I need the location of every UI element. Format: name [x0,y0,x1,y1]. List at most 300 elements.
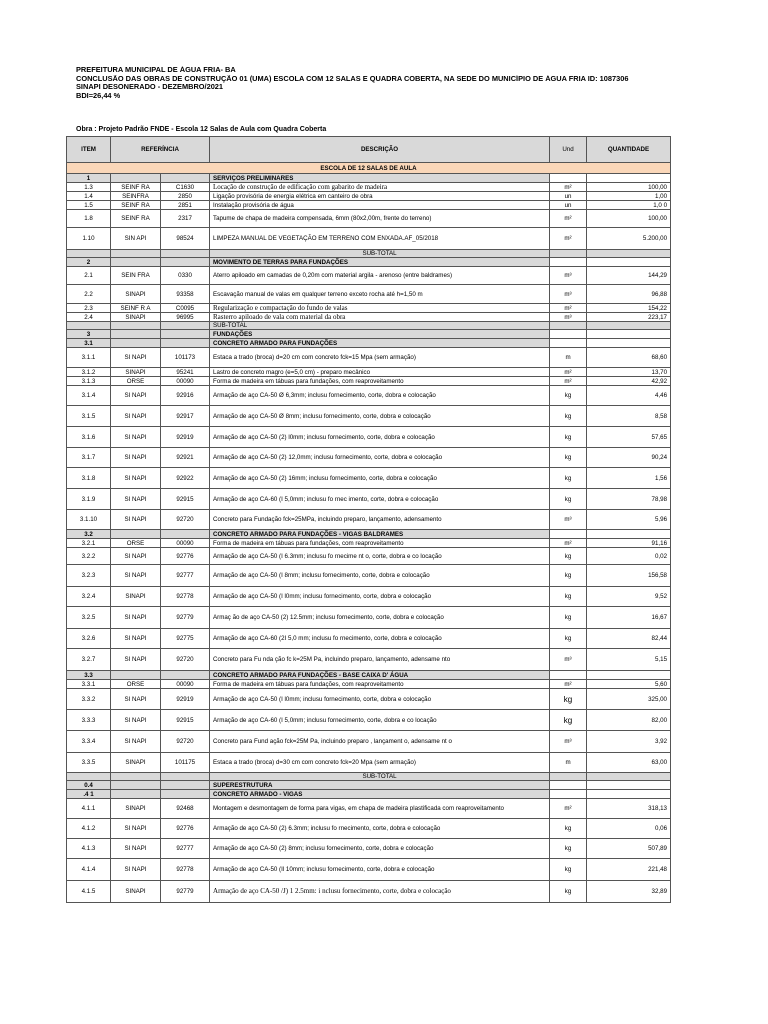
group-row [67,258,671,267]
item-source: SI NAPI [111,386,161,406]
item-row [67,859,671,881]
item-number: 3.2.5 [67,607,111,629]
group-ref-cell [111,330,161,339]
group-item-number: .4 1 [67,790,111,799]
item-source: SIN API [111,228,161,250]
item-number: 4.1.4 [67,859,111,881]
subtotal-code-cell [161,322,210,330]
item-row [67,649,671,671]
item-source: SI NAPI [111,819,161,839]
item-unit: kg [550,565,587,587]
budget-table [66,136,671,903]
item-number: 3.1.2 [67,368,111,377]
item-number: 4.1.1 [67,799,111,819]
group-und-cell [550,258,587,267]
item-code: 101173 [161,348,210,368]
subtotal-label: SUB-TOTAL [210,322,550,330]
item-number: 4.1.5 [67,881,111,903]
item-quantity: 13,70 [587,368,671,377]
item-quantity: 1,56 [587,468,671,489]
item-description: Armaç ão de aço CA-50 (2) 12.5mm; inclusu fornecimento, corte, dobra e colocação [210,607,550,629]
subtotal-ref-cell [111,773,161,781]
group-code-cell [161,258,210,267]
item-description: Armação de aço CA-50 (2) 6.3mm; inclusu fo rnecimento, corte, dobra e colocação [210,819,550,839]
item-unit: kg [550,489,587,510]
item-number: 3.2.6 [67,629,111,649]
group-code-cell [161,174,210,183]
item-description: Aterro apiloado em camadas de 0,20m com material argila - arenoso (entre baldrames) [210,267,550,285]
item-code: 2851 [161,201,210,210]
subtotal-code-cell [161,250,210,258]
item-description: Armação de aço CA-50 (I 6.3mm; inclusu fo rnecime nt o, corte, dobra e co locação [210,548,550,565]
group-qty-cell [587,339,671,348]
item-row [67,267,671,285]
item-number: 3.2.1 [67,539,111,548]
item-code: 00090 [161,680,210,689]
item-code: 92778 [161,859,210,881]
item-quantity: 8,58 [587,406,671,427]
group-code-cell [161,671,210,680]
item-description: Montagem e desmontagem de forma para vigas, em chapa de madeira plastificada com reaproveitamento [210,799,550,819]
col-header-quantidade: QUANTIDADE [587,137,671,163]
item-unit: m² [550,304,587,313]
item-row [67,377,671,386]
item-description: Armação de aço CA-50 Ø 8mm; inclusu fornecimento, corte, dobra e colocação [210,406,550,427]
group-row [67,530,671,539]
group-item-number: 0.4 [67,781,111,790]
item-row [67,710,671,731]
group-item-number: 3 [67,330,111,339]
item-row [67,201,671,210]
group-title: MOVIMENTO DE TERRAS PARA FUNDAÇÕES [210,258,550,267]
group-title: CONCRETO ARMADO PARA FUNDAÇÕES - BASE CAIXA D' ÁGUA [210,671,550,680]
item-code: 92917 [161,406,210,427]
header-line-2: CONCLUSÃO DAS OBRAS DE CONSTRUÇÃO 01 (UMA) ESCOLA COM 12 SALAS E QUADRA COBERTA, NA SEDE DO MUNICÍPIO DE ÁGUA FRIA ID: 1087306 [76,74,629,83]
item-number: 3.1.10 [67,510,111,530]
item-unit: m³ [550,285,587,304]
group-title: SERVIÇOS PRELIMINARES [210,174,550,183]
item-code: 92776 [161,819,210,839]
group-code-cell [161,339,210,348]
item-code: 93358 [161,285,210,304]
item-unit: m² [550,183,587,192]
group-code-cell [161,330,210,339]
item-quantity: 82,00 [587,710,671,731]
group-und-cell [550,671,587,680]
item-source: SEINFRA [111,192,161,201]
item-description: Tapume de chapa de madeira compensada, 6mm (80x2,00m, frente do terreno) [210,210,550,228]
item-code: C1630 [161,183,210,192]
item-number: 3.1.4 [67,386,111,406]
item-source: SEINF RA [111,201,161,210]
col-header-item: ITEM [67,137,111,163]
item-code: 92922 [161,468,210,489]
item-unit: m³ [550,649,587,671]
item-description: Lastro de concreto magro (e=5,0 cm) - preparo mecânico [210,368,550,377]
item-number: 2.2 [67,285,111,304]
item-source: SI NAPI [111,489,161,510]
group-ref-cell [111,790,161,799]
item-quantity: 63,00 [587,753,671,773]
item-row [67,799,671,819]
subtotal-item-cell [67,250,111,258]
subtotal-qty-cell [587,322,671,330]
col-header-und: Und [550,137,587,163]
item-quantity: 32,89 [587,881,671,903]
item-row [67,448,671,468]
item-unit: un [550,201,587,210]
item-row [67,587,671,607]
header-line-1: PREFEITURA MUNICIPAL DE ÁGUA FRIA- BA [76,66,236,74]
item-source: SEINF RA [111,183,161,192]
group-item-number: 1 [67,174,111,183]
item-description: Rasterro apiloado de vala com material da obra [210,313,550,322]
item-row [67,210,671,228]
item-quantity: 100,00 [587,183,671,192]
item-code: 2850 [161,192,210,201]
item-quantity: 5,96 [587,510,671,530]
item-description: Estaca a trado (broca) d=20 cm com concreto fck=15 Mpa (sem armação) [210,348,550,368]
item-unit: kg [550,819,587,839]
item-code: 92916 [161,386,210,406]
item-source: ORSE [111,539,161,548]
item-source: SINAPI [111,285,161,304]
item-code: 92776 [161,548,210,565]
group-ref-cell [111,174,161,183]
item-description: Instalação provisória de água [210,201,550,210]
subtotal-und-cell [550,322,587,330]
item-unit: kg [550,427,587,448]
item-unit: kg [550,710,587,731]
item-code: 00090 [161,377,210,386]
item-source: SI NAPI [111,859,161,881]
item-number: 2.1 [67,267,111,285]
item-number: 1.8 [67,210,111,228]
item-unit: kg [550,881,587,903]
header-line-4: BDI=26,44 % [76,91,121,100]
item-row [67,183,671,192]
item-description: Armação de aço CA-50 /J) 1 2.5mm: i nclusu fornecimento, corte, dobra e colocação [210,881,550,903]
item-quantity: 96,88 [587,285,671,304]
item-row [67,228,671,250]
section-title: ESCOLA DE 12 SALAS DE AULA [67,163,671,174]
item-description: Armação de aço CA-60 (2I 5,0 mm; inclusu fo rnecimento, corte, dobra e colocação [210,629,550,649]
subtotal-item-cell [67,322,111,330]
item-code: 92779 [161,881,210,903]
group-und-cell [550,781,587,790]
item-source: SI NAPI [111,689,161,710]
group-item-number: 2 [67,258,111,267]
item-code: 92468 [161,799,210,819]
item-code: 92777 [161,565,210,587]
item-code: 92778 [161,587,210,607]
group-und-cell [550,790,587,799]
col-header-descricao: DESCRIÇÃO [210,137,550,163]
item-code: 92779 [161,607,210,629]
item-source: SI NAPI [111,607,161,629]
item-quantity: 90,24 [587,448,671,468]
item-number: 3.3.2 [67,689,111,710]
item-quantity: 82,44 [587,629,671,649]
item-number: 4.1.3 [67,839,111,859]
item-number: 3.2.4 [67,587,111,607]
item-number: 1.3 [67,183,111,192]
item-row [67,881,671,903]
group-title: CONCRETO ARMADO PARA FUNDAÇÕES [210,339,550,348]
item-source: SI NAPI [111,406,161,427]
item-row [67,406,671,427]
item-quantity: 318,13 [587,799,671,819]
group-qty-cell [587,671,671,680]
item-unit: m [550,753,587,773]
item-unit: m² [550,799,587,819]
item-code: 92919 [161,689,210,710]
item-row [67,285,671,304]
item-unit: kg [550,548,587,565]
item-description: Regularização e compactação do fundo de valas [210,304,550,313]
item-source: SI NAPI [111,649,161,671]
item-number: 3.3.4 [67,731,111,753]
item-code: 92720 [161,731,210,753]
item-row [67,192,671,201]
col-header-referencia: REFERÍNCIA [111,137,210,163]
item-unit: kg [550,406,587,427]
item-description: Armação de aço CA-60 (I 5,0mm; inclusu fo rnec imento, corte, dobra e colocação [210,489,550,510]
item-row [67,753,671,773]
group-ref-cell [111,339,161,348]
item-quantity: 0,02 [587,548,671,565]
item-quantity: 5.200,00 [587,228,671,250]
item-source: SINAPI [111,587,161,607]
item-unit: kg [550,587,587,607]
item-source: SI NAPI [111,427,161,448]
item-unit: m³ [550,731,587,753]
item-row [67,510,671,530]
item-description: Forma de madeira em tábuas para fundações, com reaproveitamento [210,539,550,548]
item-number: 3.2.2 [67,548,111,565]
subtotal-ref-cell [111,250,161,258]
item-description: LIMPEZA MANUAL DE VEGETAÇÃO EM TERRENO COM ENXADA.AF_05/2018 [210,228,550,250]
item-quantity: 0,06 [587,819,671,839]
item-code: 95241 [161,368,210,377]
item-unit: kg [550,386,587,406]
item-source: SI NAPI [111,710,161,731]
group-code-cell [161,530,210,539]
item-quantity: 5,15 [587,649,671,671]
group-item-number: 3.3 [67,671,111,680]
item-quantity: 144,29 [587,267,671,285]
subtotal-qty-cell [587,773,671,781]
item-quantity: 4,46 [587,386,671,406]
item-code: 92919 [161,427,210,448]
item-quantity: 16,67 [587,607,671,629]
item-quantity: 221,48 [587,859,671,881]
item-source: SINAPI [111,799,161,819]
item-row [67,539,671,548]
subtotal-qty-cell [587,250,671,258]
item-number: 4.1.2 [67,819,111,839]
item-row [67,468,671,489]
item-unit: un [550,192,587,201]
group-row [67,671,671,680]
item-code: 0330 [161,267,210,285]
group-row [67,339,671,348]
item-code: 92915 [161,710,210,731]
document-header [76,66,766,100]
item-source: SI NAPI [111,565,161,587]
item-source: SI NAPI [111,731,161,753]
item-unit: kg [550,839,587,859]
item-row [67,427,671,448]
item-code: 00090 [161,539,210,548]
subtotal-und-cell [550,250,587,258]
item-quantity: 42,92 [587,377,671,386]
item-source: SINAPI [111,753,161,773]
item-code: 92921 [161,448,210,468]
group-ref-cell [111,530,161,539]
group-row [67,174,671,183]
subtotal-row [67,322,671,330]
item-row [67,731,671,753]
item-description: Concreto para Fund ação fck=25M Pa, incluindo preparo , lançament o, adensame nt o [210,731,550,753]
item-description: Armação de aço CA-50 (I l0mm; inclusu fornecimento, corte, dobra e colocação [210,689,550,710]
item-row [67,607,671,629]
item-description: Armação de aço CA-50 (2) 16mm; inclusu fornecimento, corte, dobra e colocação [210,468,550,489]
group-und-cell [550,530,587,539]
item-number: 3.3.3 [67,710,111,731]
item-quantity: 5,60 [587,680,671,689]
item-source: SI NAPI [111,548,161,565]
item-unit: m² [550,228,587,250]
section-title-row [67,163,671,174]
group-qty-cell [587,258,671,267]
group-qty-cell [587,174,671,183]
item-description: Armação de aço CA-50 (2) l0mm; inclusu fornecimento, corte, dobra e colocação [210,427,550,448]
item-number: 3.1.6 [67,427,111,448]
group-qty-cell [587,790,671,799]
item-code: 98524 [161,228,210,250]
item-source: ORSE [111,680,161,689]
item-quantity: 223,17 [587,313,671,322]
item-source: SI NAPI [111,448,161,468]
group-qty-cell [587,330,671,339]
item-number: 2.3 [67,304,111,313]
group-code-cell [161,781,210,790]
group-row [67,790,671,799]
item-source: SI NAPI [111,468,161,489]
item-unit: m² [550,368,587,377]
item-code: 92777 [161,839,210,859]
item-unit: m² [550,210,587,228]
item-source: ORSE [111,377,161,386]
item-row [67,680,671,689]
item-description: Armação de aço CA-60 (I 5,0mm; inclusu fornecimento, corte, dobra e co locação [210,710,550,731]
item-source: SINAPI [111,313,161,322]
item-source: SEINF RA [111,210,161,228]
item-number: 2.4 [67,313,111,322]
item-description: Forma de madeira em tábuas para fundações, com reaproveitamento [210,680,550,689]
item-unit: kg [550,629,587,649]
item-quantity: 9,52 [587,587,671,607]
item-row [67,548,671,565]
item-unit: m³ [550,510,587,530]
item-row [67,819,671,839]
group-ref-cell [111,781,161,790]
group-und-cell [550,330,587,339]
group-und-cell [550,174,587,183]
item-row [67,348,671,368]
group-title: FUNDAÇÕES [210,330,550,339]
item-number: 3.2.7 [67,649,111,671]
item-description: Armação de aço CA-50 (I 8mm; inclusu fornecimento, corte, dobra e colocação [210,565,550,587]
item-quantity: 100,00 [587,210,671,228]
subtotal-label: SUB-TOTAL [210,250,550,258]
item-unit: kg [550,689,587,710]
item-row [67,368,671,377]
item-number: 3.1.5 [67,406,111,427]
item-row [67,386,671,406]
item-description: Armação de aço CA-50 (I l0mm; inclusu fornecimento, corte, dobra e colocação [210,587,550,607]
item-number: 3.3.5 [67,753,111,773]
item-number: 3.1.1 [67,348,111,368]
item-description: Estaca a trado (broca) d=30 cm com concreto fck=20 Mpa (sem armação) [210,753,550,773]
header-line-3: SINAPI DESONERADO - DEZEMBRO/2021 [76,83,224,92]
item-description: Ligação provisória de energia elétrica em canteiro de obra [210,192,550,201]
item-number: 1.4 [67,192,111,201]
group-ref-cell [111,671,161,680]
item-source: SEINF R A [111,304,161,313]
item-description: Armação de aço CA-50 (2) 12,0mm; inclusu fornecimento, corte, dobra e colocação [210,448,550,468]
subtotal-und-cell [550,773,587,781]
item-source: SINAPI [111,881,161,903]
item-source: SEIN FRA [111,267,161,285]
item-row [67,313,671,322]
item-description: Armação de aço CA-50 (Il 10mm; inclusu fornecimento, corte, dobra e colocação [210,859,550,881]
item-row [67,629,671,649]
item-number: 3.3.1 [67,680,111,689]
group-qty-cell [587,781,671,790]
item-unit: kg [550,859,587,881]
item-source: SI NAPI [111,510,161,530]
item-unit: m³ [550,313,587,322]
group-title: CONCRETO ARMADO - VIGAS [210,790,550,799]
item-quantity: 68,60 [587,348,671,368]
item-description: Forma de madeira em tábuas para fundações, com reaproveitamento [210,377,550,386]
obra-label: Obra : Projeto Padrão FNDE - Escola 12 Salas de Aula com Quadra Coberta [76,126,327,133]
item-number: 3.1.8 [67,468,111,489]
item-quantity: 507,89 [587,839,671,859]
group-item-number: 3.1 [67,339,111,348]
item-quantity: 1,0 0 [587,201,671,210]
group-qty-cell [587,530,671,539]
item-row [67,689,671,710]
item-code: 96995 [161,313,210,322]
item-quantity: 1,00 [587,192,671,201]
group-ref-cell [111,258,161,267]
item-unit: m³ [550,267,587,285]
item-source: SI NAPI [111,348,161,368]
item-code: 92720 [161,649,210,671]
item-row [67,565,671,587]
group-row [67,330,671,339]
item-code: 92775 [161,629,210,649]
group-title: SUPERESTRUTURA [210,781,550,790]
subtotal-row [67,250,671,258]
item-code: 92720 [161,510,210,530]
item-source: SINAPI [111,368,161,377]
item-description: Concreto para Fundação fck=25MPa, incluindo preparo, lançamento, adensamento [210,510,550,530]
item-description: Armação de aço CA-50 (2) 8mm; inclusu fornecimento, corte, dobra e colocação [210,839,550,859]
